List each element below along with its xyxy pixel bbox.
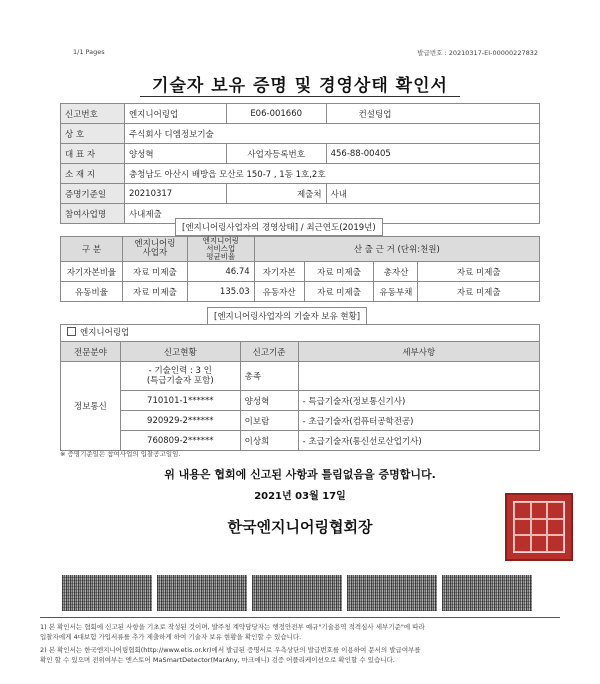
mgmt-row-label: 자기자본비율 [61, 262, 123, 282]
tech-summary-basis: 총족 [240, 362, 298, 391]
tech-row-name: 이상희 [240, 431, 298, 451]
label-ceo: 대 표 자 [61, 144, 125, 164]
tech-row-detail: - 초급기술자(컴퓨터공학전공) [298, 411, 539, 431]
tech-header-basis: 신고기준 [240, 342, 298, 362]
tech-summary [120, 362, 240, 391]
title-underline [140, 96, 460, 97]
reg-number: E06-001660 [226, 104, 326, 124]
tech-summary-count: - 기술인력 : 3 인 [148, 366, 212, 376]
verification-barcode [62, 575, 152, 611]
mgmt-row-basis-value: 자료 미제출 [418, 282, 540, 302]
tech-row-id: 760809-2****** [120, 431, 240, 451]
mgmt-row-value: 자료 미제출 [122, 262, 187, 282]
mgmt-row-label: 유동비율 [61, 282, 123, 302]
certification-statement: 위 내용은 협회에 신고된 사항과 틀림없음을 증명합니다. [164, 468, 436, 481]
technician-section-title: [엔지니어링사업자의 기술자 보유 현황] [207, 307, 367, 325]
verification-barcode [157, 575, 247, 611]
mgmt-row-basis-label: 유동자산 [254, 282, 304, 302]
reg-category: 컨설팅업 [326, 104, 539, 124]
note-line: 입찰자에게 4대보험 가입서류를 추가 제출하게 하여 기술자 보유 현황을 확인할 수 있습니다. [40, 633, 302, 641]
registration-info-table [60, 103, 540, 224]
label-reg-no: 신고번호 [61, 104, 125, 124]
ceo-name: 양성혁 [124, 144, 226, 164]
engineering-checkbox-row [60, 324, 540, 341]
tech-row-name: 양성혁 [240, 391, 298, 411]
address: 충청남도 아산시 배방읍 모산로 150-7 , 1동 1호,2호 [124, 164, 539, 184]
mgmt-row-basis-value: 자료 미제출 [304, 282, 374, 302]
tech-summary-details [298, 362, 539, 391]
issue-number: 발급번호 : 20210317-EI-00000227832 [417, 49, 538, 57]
checkbox-icon [67, 327, 76, 336]
official-seal [505, 493, 573, 561]
label-company: 상 호 [61, 124, 125, 144]
tech-row-detail: - 초급기술자(통신선로산업기사) [298, 431, 539, 451]
mgmt-row-average: 135.03 [187, 282, 254, 302]
mgmt-row-value: 자료 미제출 [122, 282, 187, 302]
mgmt-header-gubun: 구 분 [61, 237, 123, 262]
page-count: 1/1 Pages [73, 48, 105, 56]
mgmt-row-basis-label: 유동부채 [374, 282, 418, 302]
notes-divider [40, 617, 560, 618]
company-name: 주식회사 디엠정보기술 [124, 124, 539, 144]
mgmt-row-basis-value: 자료 미제출 [418, 262, 540, 282]
issuer-name: 한국엔지니어링협회장 [227, 518, 373, 536]
mgmt-header-service-avg: 엔지니어링 서비스업 평균비율 [187, 237, 254, 262]
mgmt-row-basis-label: 자기자본 [254, 262, 304, 282]
management-status-table [60, 236, 540, 302]
mgmt-row-basis-label: 총자산 [374, 262, 418, 282]
issue-date: 2021년 03월 17일 [254, 491, 346, 502]
label-project: 참여사업명 [61, 204, 125, 224]
project-name: 사내제출 [124, 204, 539, 224]
note-line: 확인 할 수 있으며 전위여부는 엔스토어 MaSmartDetector(MarAny, 마크애니) 검증 어플리케이션으로 확인할 수 있습니다. [40, 656, 395, 664]
checkbox-label: 엔지니어링업 [80, 328, 130, 338]
verification-barcode [442, 575, 532, 611]
mgmt-header-basis: 산 출 근 거 (단위:천원) [254, 237, 539, 262]
footnote: ※ 증명기준일은 참여사업의 입찰공고일임. [60, 450, 181, 458]
tech-header-details: 세부사항 [298, 342, 539, 362]
technician-table [60, 341, 540, 451]
mgmt-row-average: 46.74 [187, 262, 254, 282]
mgmt-row-basis-value: 자료 미제출 [304, 262, 374, 282]
label-address: 소 재 지 [61, 164, 125, 184]
management-section-title: [엔지니어링사업자의 경영상태] / 최근연도(2019년) [175, 218, 383, 236]
reg-type: 엔지니어링업 [124, 104, 226, 124]
tech-row-detail: - 특급기술자(정보통신기사) [298, 391, 539, 411]
tech-summary-note: (특급기술자 포함) [146, 376, 214, 386]
biz-number: 456-88-00405 [326, 144, 539, 164]
note-line: 1) 본 확인서는 협회에 신고된 사항을 기초로 작성된 것이며, 발주청 계약담당자는 행정안전부 예규"기술용역 적격심사 세부기준"에 따라 [40, 623, 425, 631]
tech-row-id: 920929-2****** [120, 411, 240, 431]
tech-row-name: 이보람 [240, 411, 298, 431]
label-base-date: 증명기준일 [61, 184, 125, 204]
note-line: 2) 본 확인서는 한국엔지니어링협회(http://www.etis.or.kr)에서 발급된 증명서로 우측상단의 발급번호를 이용하여 문서의 발급여부를 [40, 646, 421, 654]
tech-header-status: 신고현황 [120, 342, 240, 362]
verification-barcode [252, 575, 342, 611]
label-submit-to: 제출처 [226, 184, 326, 204]
submit-to: 사내 [326, 184, 539, 204]
tech-field: 정보통신 [61, 362, 121, 451]
base-date: 20210317 [124, 184, 226, 204]
tech-row-id: 710101-1****** [120, 391, 240, 411]
document-title: 기술자 보유 증명 및 경영상태 확인서 [152, 76, 448, 96]
tech-header-field: 전문분야 [61, 342, 121, 362]
verification-barcode [347, 575, 437, 611]
mgmt-header-engineering: 엔지니어링 사업자 [122, 237, 187, 262]
label-biz-no: 사업자등록번호 [226, 144, 326, 164]
